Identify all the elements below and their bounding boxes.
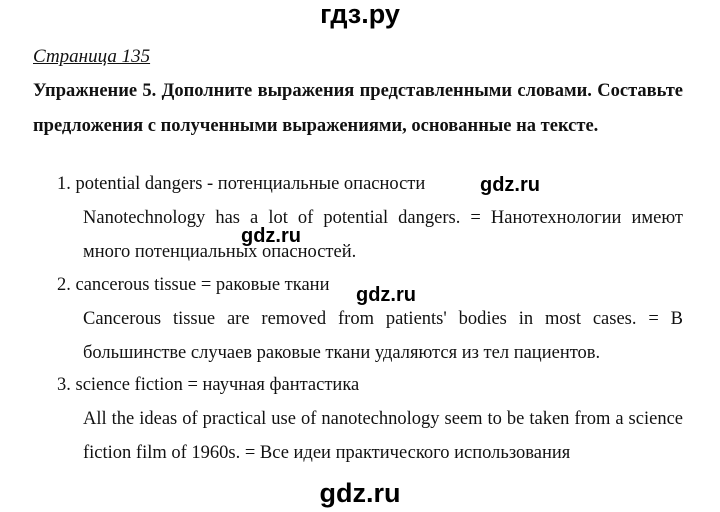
- item-3-text: All the ideas of practical use of nanotechnology seem to be taken from a science fiction film of 1960s. = Все идеи практического использования: [83, 409, 683, 463]
- exercise-instruction: Упражнение 5. Дополните выражения представленными словами. Составьте предложения с полученными выражениями, основанные на тексте.: [33, 81, 683, 136]
- watermark-inline-2: gdz.ru: [241, 225, 301, 247]
- page-heading: Страница 135: [33, 46, 151, 67]
- watermark-bottom: gdz.ru: [319, 478, 401, 508]
- watermark-top: гдз.ру: [320, 0, 400, 29]
- item-1-title: 1. potential dangers - потенциальные опасности: [57, 174, 426, 194]
- watermark-inline-1: gdz.ru: [480, 174, 540, 196]
- item-1-text: Nanotechnology has a lot of potential dangers. = Нанотехнологии имеют много потенциальных опасностей.: [83, 208, 683, 262]
- item-2-title: 2. cancerous tissue = раковые ткани: [57, 275, 330, 295]
- item-3-title: 3. science fiction = научная фантастика: [57, 375, 360, 395]
- item-2-text: Cancerous tissue are removed from patients' bodies in most cases. = В большинстве случаев раковые ткани удаляются из тел пациентов.: [83, 309, 683, 363]
- watermark-inline-3: gdz.ru: [356, 284, 416, 306]
